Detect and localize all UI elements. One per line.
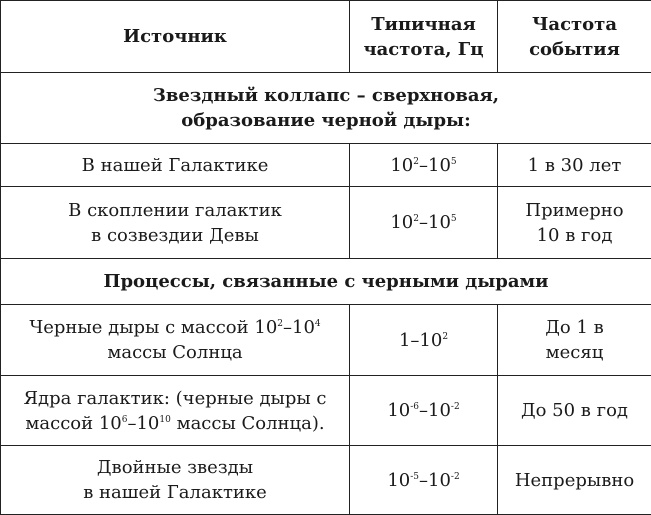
mass-base: 10 [136, 413, 159, 434]
mass-exp: 10 [159, 415, 170, 425]
cell-frequency [350, 144, 498, 187]
freq-prefix: 1– [399, 330, 419, 351]
source-text: В скоплении галактик [9, 198, 341, 223]
freq-base: 10 [387, 470, 410, 491]
freq-dash: – [419, 155, 428, 176]
source-text: Двойные звезды [9, 455, 341, 480]
freq-exp: 2 [413, 214, 419, 224]
rate-text: 1 в 30 лет [528, 155, 622, 176]
freq-dash: – [419, 470, 428, 491]
mass-exp: 4 [315, 319, 321, 329]
cell-frequency [350, 446, 498, 515]
freq-base: 10 [428, 155, 451, 176]
cell-rate [498, 305, 651, 376]
freq-exp: -5 [410, 472, 419, 482]
source-text: массы Солнца [9, 340, 341, 365]
rate-text: До 1 в [506, 315, 643, 340]
table-row [1, 376, 651, 446]
freq-base: 10 [387, 400, 410, 421]
cell-rate [498, 376, 651, 446]
source-text: Ядра галактик: (черные дыры с [9, 386, 341, 411]
section-title-line1: Процессы, связанные с черными дырами [103, 271, 548, 292]
cell-source [1, 305, 350, 376]
source-text: массы Солнца). [171, 413, 325, 434]
header-frequency-line1: Типичная [358, 12, 489, 37]
section-title-black-holes [1, 259, 651, 305]
cell-frequency [350, 187, 498, 259]
section-row [1, 73, 651, 144]
cell-rate [498, 187, 651, 259]
rate-text: Непрерывно [515, 470, 634, 491]
cell-rate [498, 446, 651, 515]
freq-exp: -6 [410, 402, 419, 412]
rate-text: месяц [506, 340, 643, 365]
mass-base: 10 [99, 413, 122, 434]
freq-base: 10 [390, 212, 413, 233]
freq-base: 10 [428, 470, 451, 491]
freq-exp: 5 [451, 157, 457, 167]
mass-base: 10 [292, 317, 315, 338]
freq-exp: 2 [442, 332, 448, 342]
source-line [9, 411, 341, 436]
mass-dash: – [127, 413, 136, 434]
section-title-collapse [1, 73, 651, 144]
header-rate-line2: события [506, 37, 643, 62]
rate-text: 10 в год [506, 223, 643, 248]
header-source [1, 1, 350, 73]
rate-text: До 50 в год [521, 400, 628, 421]
table-row [1, 446, 651, 515]
cell-frequency [350, 305, 498, 376]
table-row [1, 305, 651, 376]
freq-base: 10 [428, 400, 451, 421]
freq-exp: -2 [451, 472, 460, 482]
source-text: Черные дыры с массой [29, 317, 254, 338]
freq-exp: 2 [413, 157, 419, 167]
section-title-line1: Звездный коллапс – сверхновая, [9, 83, 643, 108]
mass-exp: 2 [277, 319, 283, 329]
section-title-line2: образование черной дыры: [9, 108, 643, 133]
table-row [1, 187, 651, 259]
table-header-row [1, 1, 651, 73]
mass-exp: 6 [122, 415, 128, 425]
source-text: в нашей Галактике [9, 480, 341, 505]
freq-dash: – [419, 212, 428, 233]
source-text: В нашей Галактике [82, 155, 269, 176]
freq-exp: -2 [451, 402, 460, 412]
cell-rate [498, 144, 651, 187]
header-rate-line1: Частота [506, 12, 643, 37]
cell-source [1, 376, 350, 446]
freq-exp: 5 [451, 214, 457, 224]
cell-frequency [350, 376, 498, 446]
mass-dash: – [283, 317, 292, 338]
cell-source [1, 446, 350, 515]
header-frequency [350, 1, 498, 73]
freq-base: 10 [428, 212, 451, 233]
section-row [1, 259, 651, 305]
freq-base: 10 [419, 330, 442, 351]
table-row [1, 144, 651, 187]
mass-base: 10 [254, 317, 277, 338]
source-text: массой [25, 413, 98, 434]
header-rate [498, 1, 651, 73]
freq-base: 10 [390, 155, 413, 176]
cell-source [1, 187, 350, 259]
source-line [9, 315, 341, 340]
header-source-label: Источник [123, 26, 227, 47]
header-frequency-line2: частота, Гц [358, 37, 489, 62]
cell-source [1, 144, 350, 187]
source-text: в созвездии Девы [9, 223, 341, 248]
rate-text: Примерно [506, 198, 643, 223]
freq-dash: – [419, 400, 428, 421]
